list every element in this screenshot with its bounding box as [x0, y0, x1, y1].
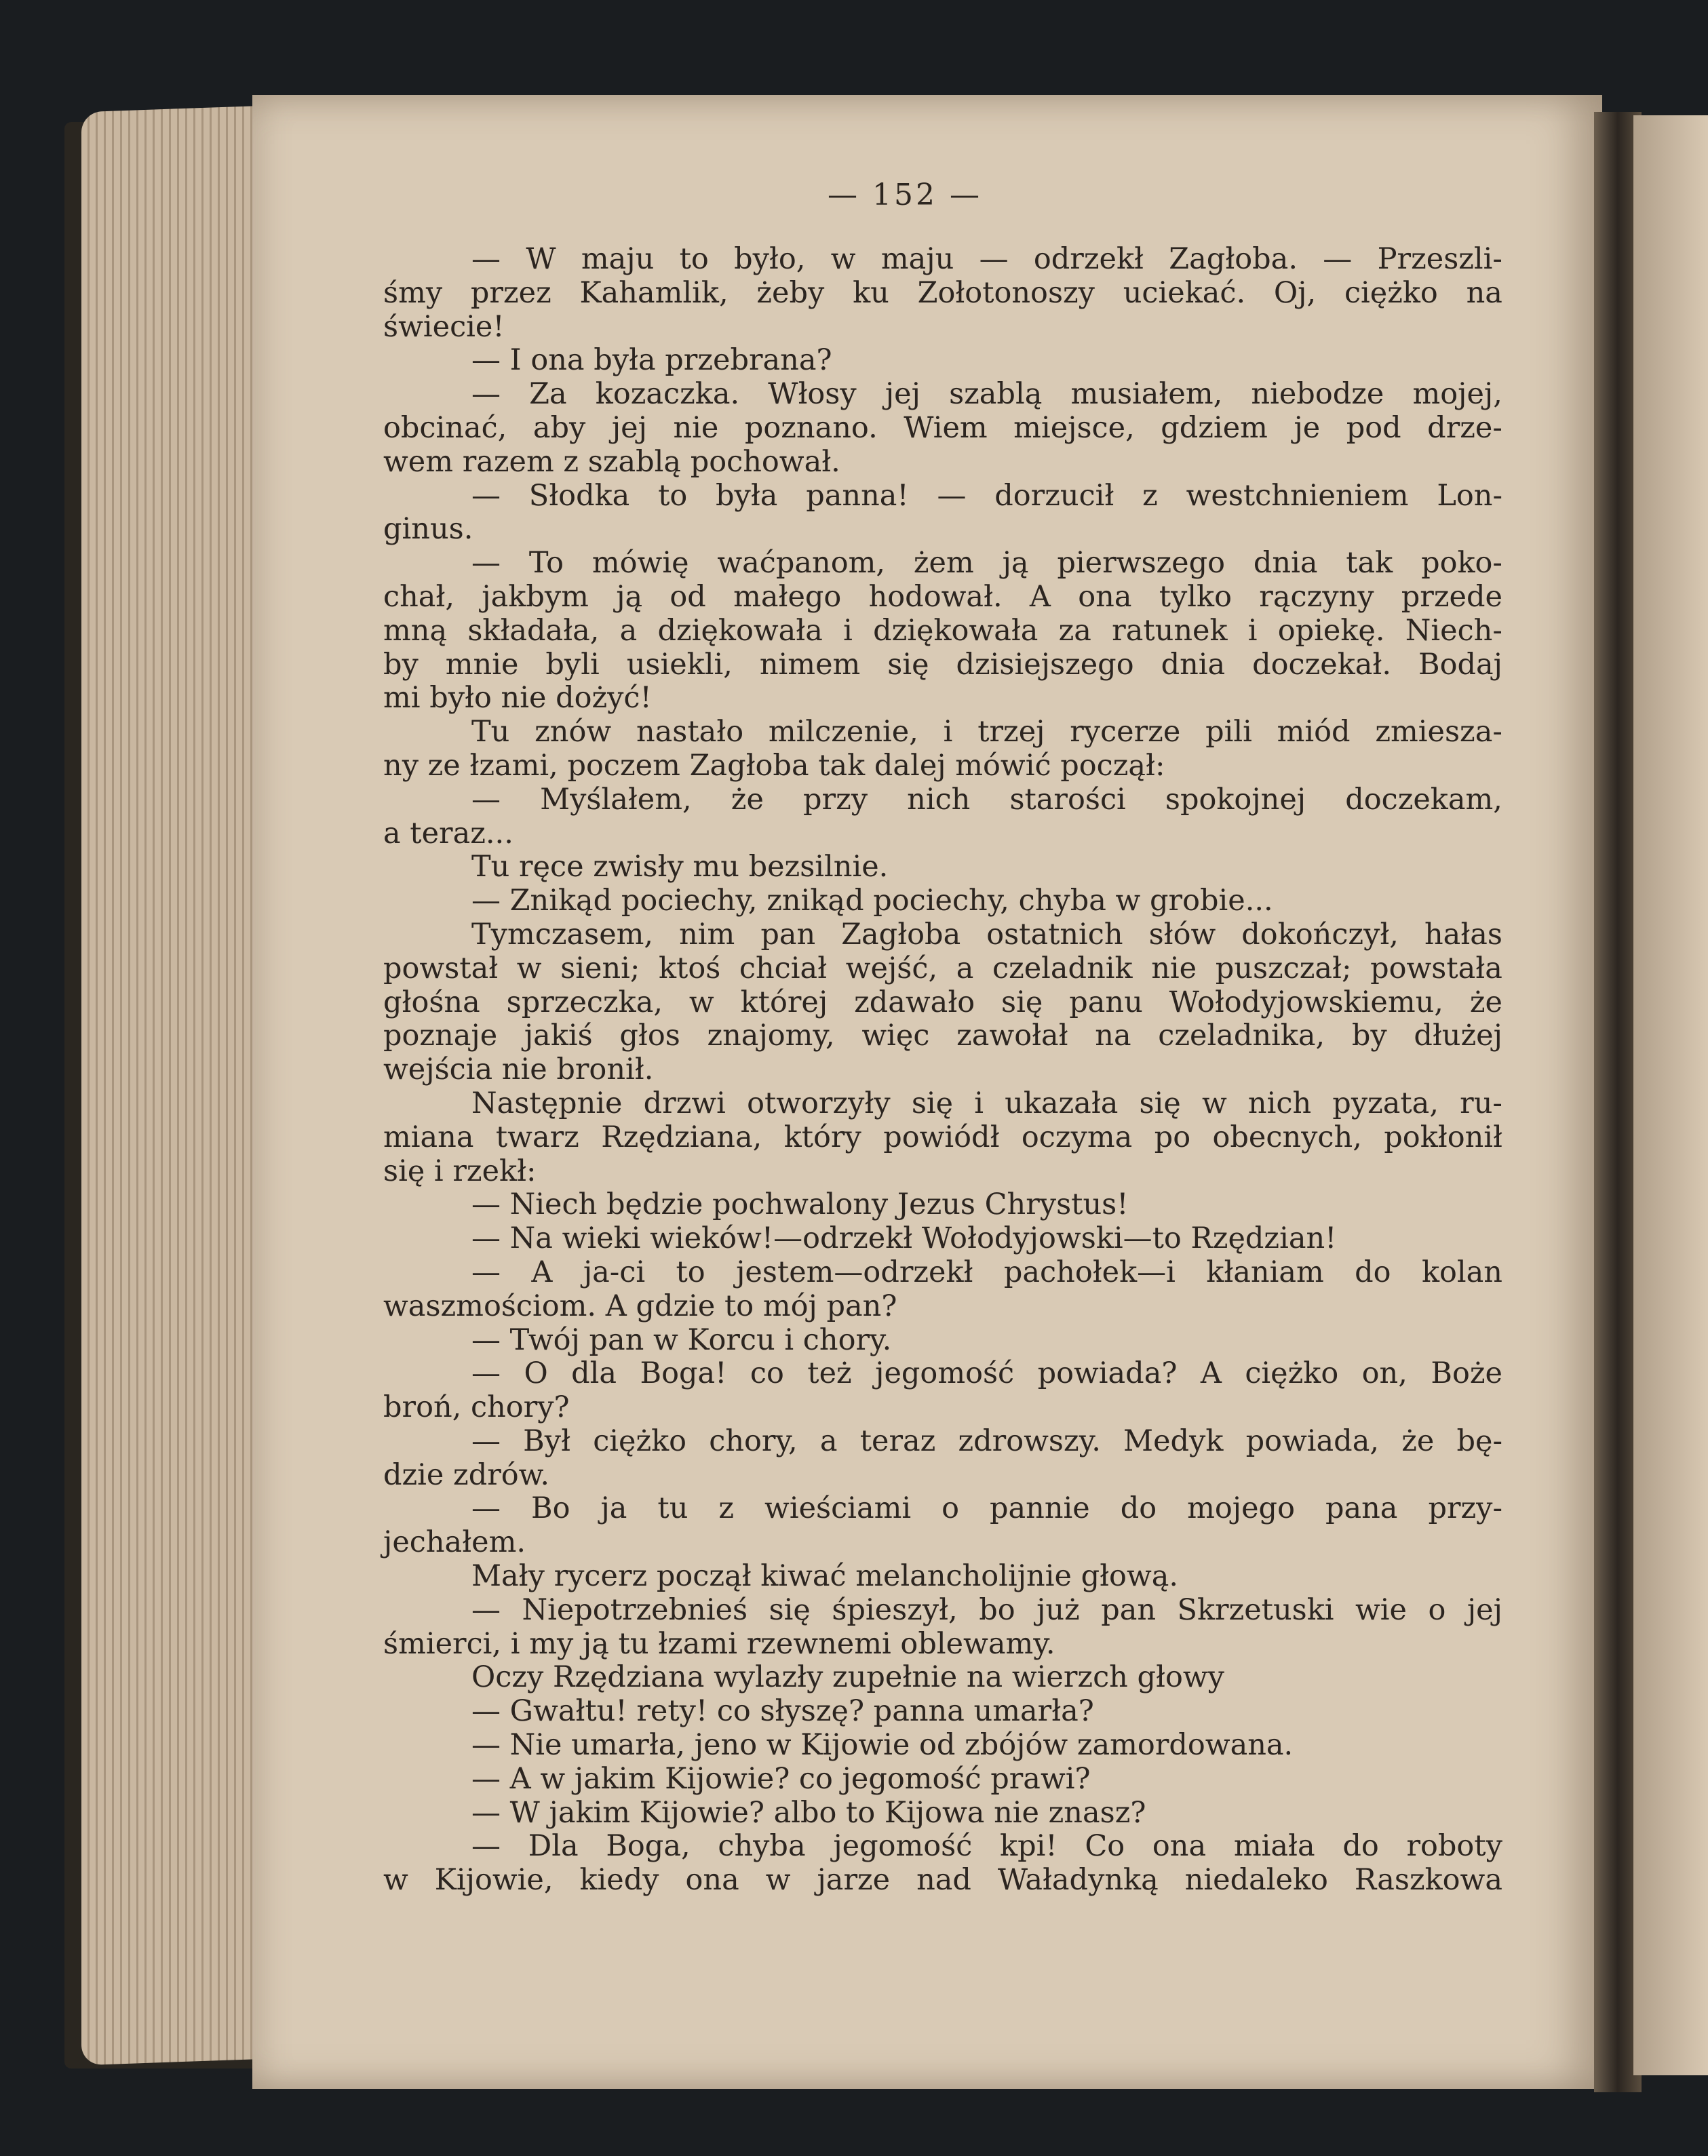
text-line: waszmościom. A gdzie to mój pan? — [383, 1289, 897, 1323]
text-line: broń, chory? — [383, 1390, 570, 1425]
text-line: — Był ciężko chory, a teraz zdrowszy. Medyk powiada, że bę- — [471, 1424, 1502, 1458]
text-line: — Słodka to była panna! — dorzucił z westchnieniem Lon- — [471, 478, 1502, 513]
text-line: obcinać, aby jej nie poznano. Wiem miejsce, gdziem je pod drze- — [383, 410, 1502, 445]
text-line: Tu ręce zwisły mu bezsilnie. — [471, 850, 889, 884]
text-line: wem razem z szablą pochował. — [383, 444, 840, 479]
text-line: Następnie drzwi otworzyły się i ukazała się w nich pyzata, ru- — [471, 1086, 1502, 1120]
text-line: chał, jakbym ją od małego hodował. A ona tylko rączyny przede — [383, 579, 1502, 614]
text-line: a teraz... — [383, 816, 513, 850]
text-line: — W jakim Kijowie? albo to Kijowa nie znasz? — [471, 1795, 1146, 1830]
text-line: wejścia nie bronił. — [383, 1053, 654, 1087]
text-line: — A ja-ci to jestem—odrzekł pachołek—i kłaniam do kolan — [471, 1255, 1502, 1289]
text-line: by mnie byli usiekli, nimem się dzisiejszego dnia doczekał. Bodaj — [383, 647, 1502, 682]
text-line: Mały rycerz począł kiwać melancholijnie głową. — [471, 1559, 1179, 1594]
text-line: — Twój pan w Korcu i chory. — [471, 1322, 892, 1357]
text-line: — Na wieki wieków!—odrzekł Wołodyjowski—to Rzędzian! — [471, 1221, 1337, 1256]
text-line: — Bo ja tu z wieściami o pannie do mojego pana przy- — [471, 1491, 1502, 1526]
text-line: ny ze łzami, poczem Zagłoba tak dalej mówić począł: — [383, 748, 1165, 783]
page-number: — 152 — — [828, 178, 982, 212]
text-line: — O dla Boga! co też jegomość powiada? A ciężko on, Boże — [471, 1356, 1502, 1391]
text-line: dzie zdrów. — [383, 1457, 550, 1492]
text-line: w Kijowie, kiedy ona w jarze nad Waładynką niedaleko Raszkowa — [383, 1863, 1502, 1898]
text-line: — Dla Boga, chyba jegomość kpi! Co ona miała do roboty — [471, 1829, 1502, 1864]
text-line: — Niepotrzebnieś się śpieszył, bo już pan Skrzetuski wie o jej — [471, 1592, 1502, 1627]
text-line: — Gwałtu! rety! co słyszę? panna umarła? — [471, 1694, 1094, 1729]
text-line: ginus. — [383, 512, 473, 547]
text-line: — W maju to było, w maju — odrzekł Zagłoba. — Przeszli- — [471, 242, 1502, 276]
text-line: mi było nie dożyć! — [383, 681, 652, 716]
text-line: — Myślałem, że przy nich starości spokojnej doczekam, — [471, 782, 1502, 817]
text-line: Oczy Rzędziana wylazły zupełnie na wierzch głowy — [471, 1660, 1224, 1695]
page-text — [383, 243, 1502, 1898]
text-line: mną składała, a dziękowała i dziękowała za ratunek i opiekę. Niech- — [383, 613, 1502, 648]
text-line: — Niech będzie pochwalony Jezus Chrystus! — [471, 1188, 1129, 1222]
text-line: miana twarz Rzędziana, który powiódł oczyma po obecnych, pokłonił — [383, 1120, 1502, 1154]
text-line: — A w jakim Kijowie? co jegomość prawi? — [471, 1761, 1091, 1796]
text-line: się i rzekł: — [383, 1154, 537, 1188]
text-line: śmierci, i my ją tu łzami rzewnemi oblewamy. — [383, 1626, 1055, 1661]
text-line: — To mówię waćpanom, żem ją pierwszego dnia tak poko- — [471, 546, 1502, 581]
text-line: — Nie umarła, jeno w Kijowie od zbójów zamordowana. — [471, 1728, 1294, 1763]
text-line: — Za kozaczka. Włosy jej szablą musiałem, niebodze mojej, — [471, 377, 1502, 412]
facing-page-edge — [1633, 115, 1708, 2075]
text-line: powstał w sieni; ktoś chciał wejść, a czeladnik nie puszczał; powstała — [383, 951, 1502, 985]
text-line: Tymczasem, nim pan Zagłoba ostatnich słów dokończył, hałas — [471, 917, 1502, 952]
text-line: — Znikąd pociechy, znikąd pociechy, chyba w grobie... — [471, 884, 1273, 918]
text-line: głośna sprzeczka, w której zdawało się panu Wołodyjowskiemu, że — [383, 985, 1502, 1019]
text-line: jechałem. — [383, 1525, 526, 1560]
text-line: — I ona była przebrana? — [471, 343, 832, 378]
text-line: Tu znów nastało milczenie, i trzej rycerze pili miód zmiesza- — [471, 715, 1502, 749]
text-line: świecie! — [383, 309, 505, 344]
text-line: śmy przez Kahamlik, żeby ku Zołotonoszy uciekać. Oj, ciężko na — [383, 275, 1502, 310]
text-line: poznaje jakiś głos znajomy, więc zawołał na czeladnika, by dłużej — [383, 1019, 1502, 1053]
